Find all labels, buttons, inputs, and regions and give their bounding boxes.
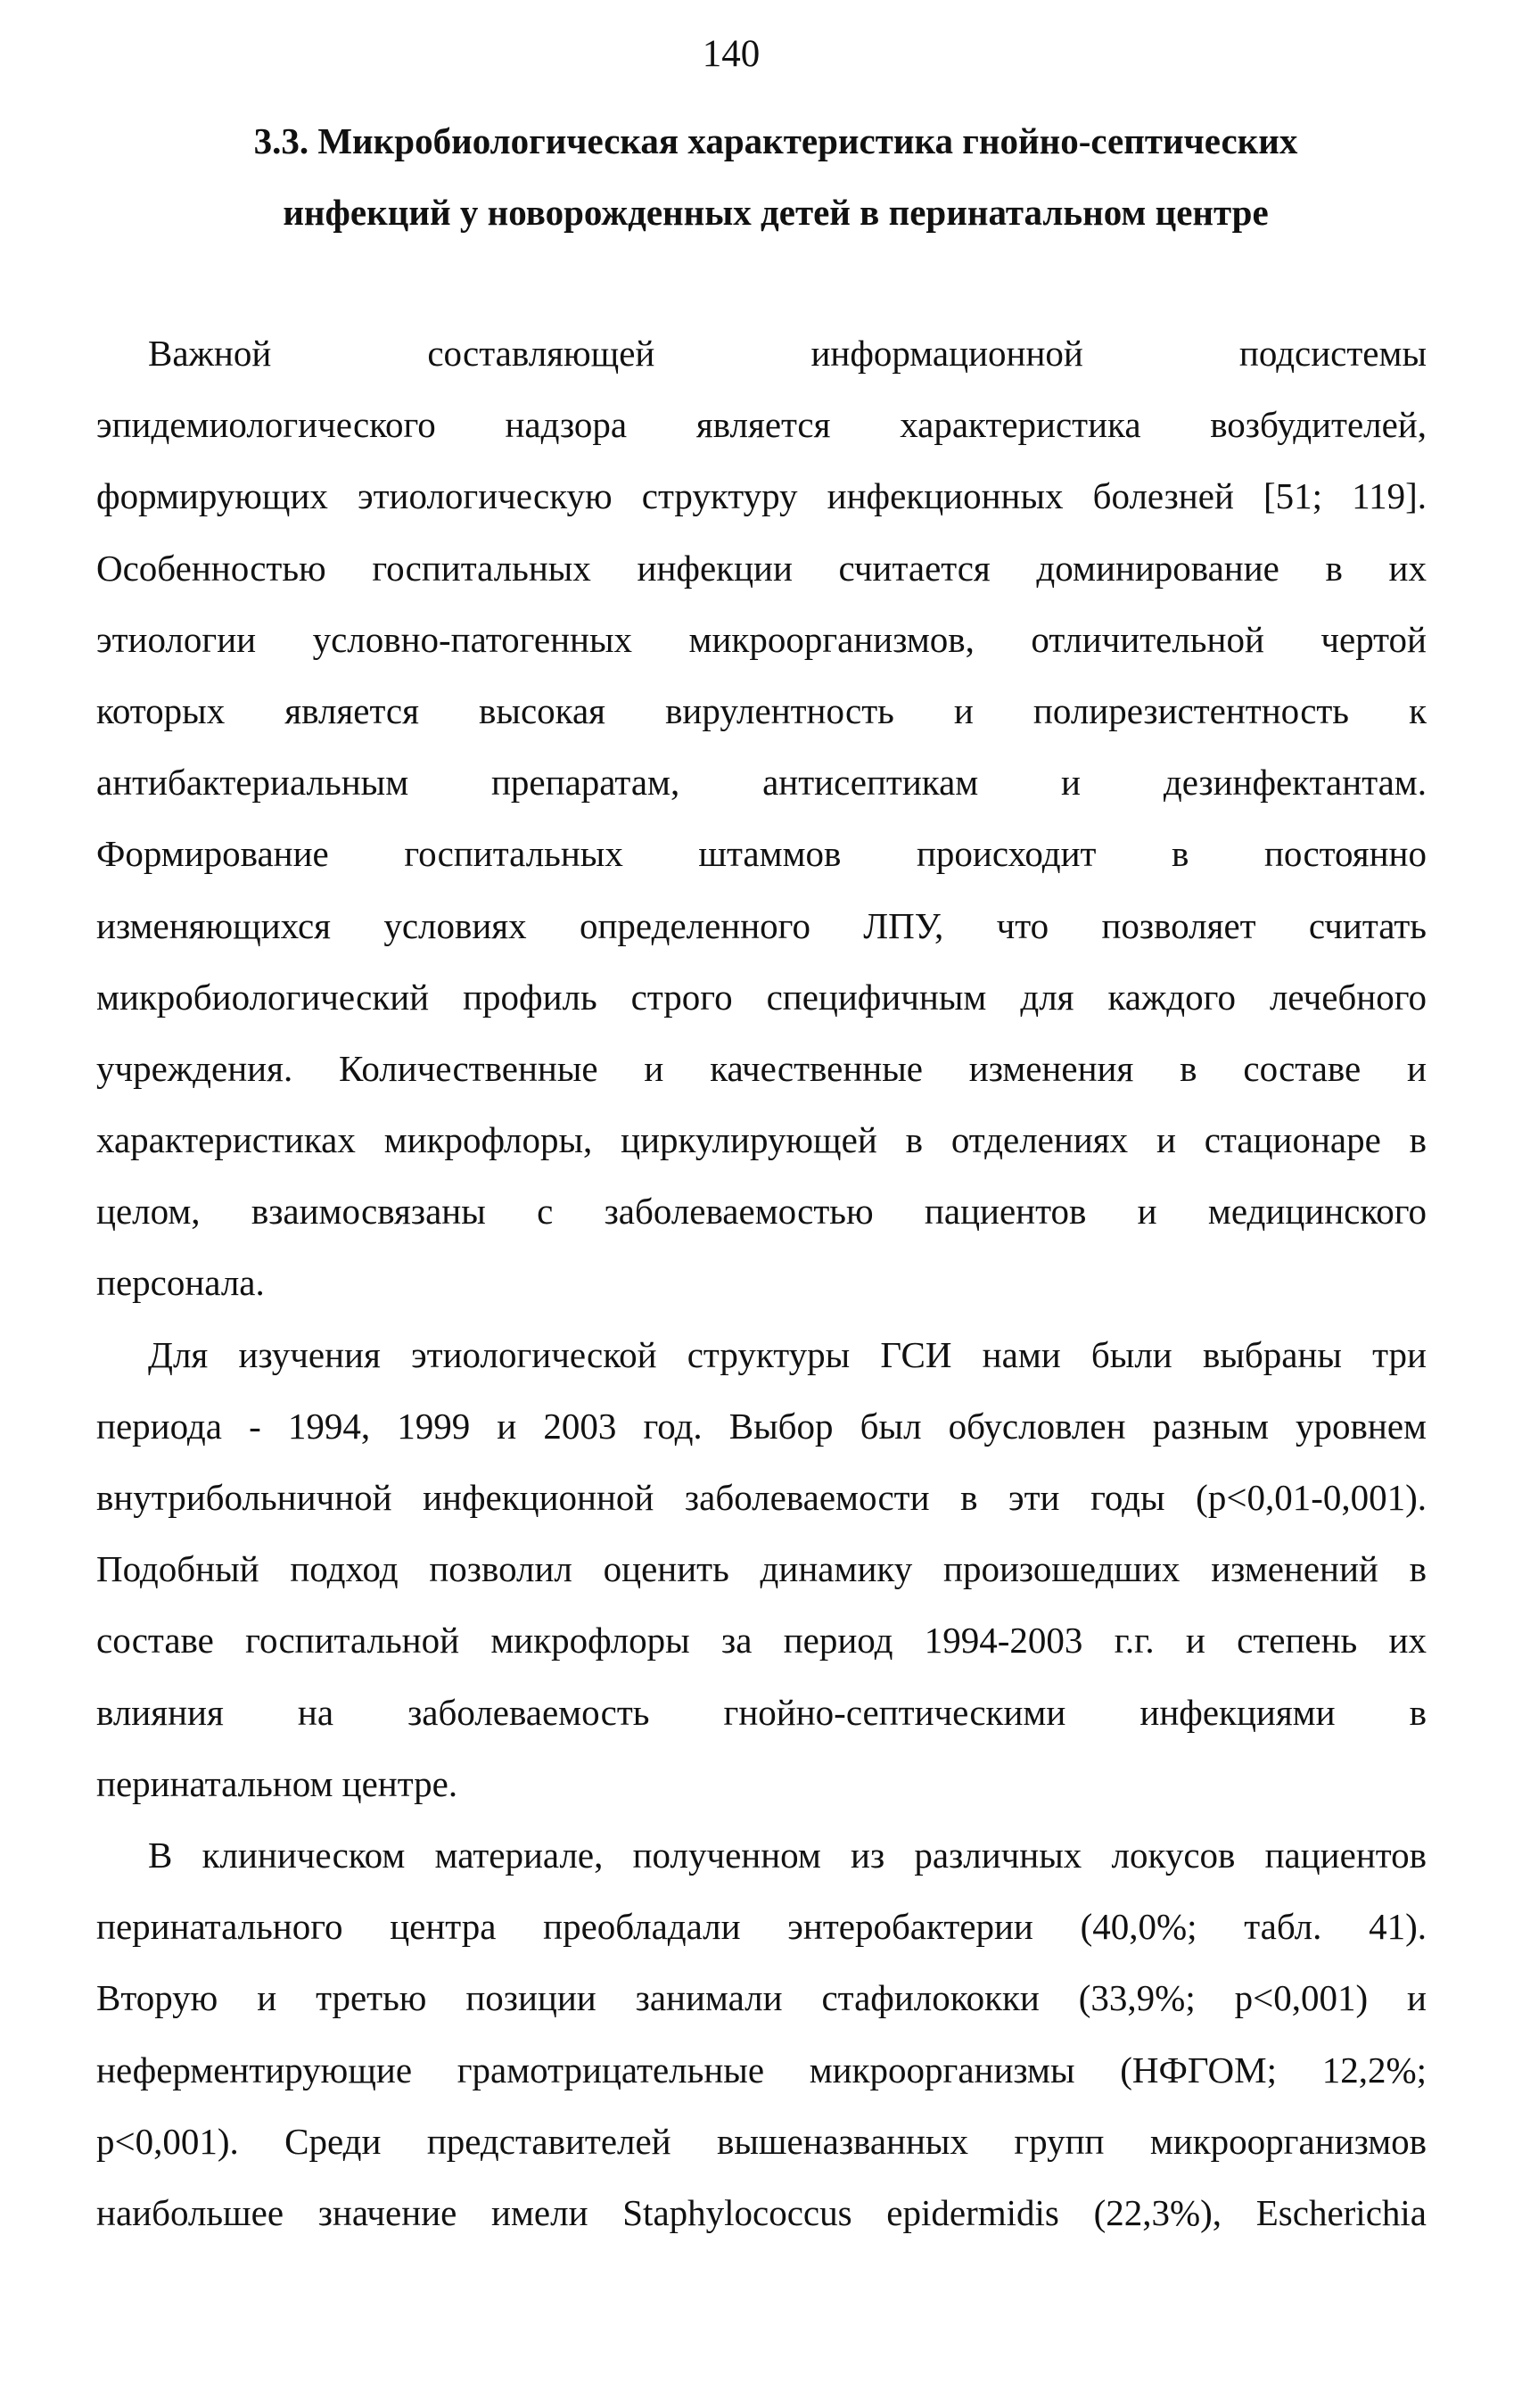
paragraph-line: микробиологический профиль строго специфичным для каждого лечебного [96,976,1427,1018]
paragraph-line: целом, взаимосвязаны с заболеваемостью пациентов и медицинского [96,1191,1427,1233]
paragraph-line: Особенностью госпитальных инфекции считается доминирование в их [96,547,1427,589]
paragraph-line: формирующих этиологическую структуру инфекционных болезней [51; 119]. [96,475,1427,517]
paragraph-line: Вторую и третью позиции занимали стафилококки (33,9%; р<0,001) и [96,1977,1427,2019]
paragraph-line: учреждения. Количественные и качественные изменения в составе и [96,1047,1427,1089]
section-heading-line-2: инфекций у новорожденных детей в перинатальном центре [283,192,1269,233]
paragraph-line: которых является высокая вирулентность и полирезистентность к [96,689,1427,731]
paragraph-line: перинатальном центре. [96,1762,458,1804]
paragraph-3 [96,1819,1427,2248]
page-number: 140 [702,33,761,75]
paragraph-line: персонала. [96,1262,265,1304]
paragraph-line: перинатального центра преобладали энтеробактерии (40,0%; табл. 41). [96,1906,1427,1948]
paragraph-line: неферментирующие грамотрицательные микроорганизмы (НФГОМ; 12,2%; [96,2049,1427,2091]
body-text [96,317,1427,2248]
paragraph-line: изменяющихся условиях определенного ЛПУ, что позволяет считать [96,904,1427,946]
paragraph-line: характеристиках микрофлоры, циркулирующей в отделениях и стационаре в [96,1119,1427,1161]
paragraph-line: этиологии условно-патогенных микроорганизмов, отличительной чертой [96,618,1427,660]
paragraph-line: влияния на заболеваемость гнойно-септическими инфекциями в [96,1691,1427,1733]
paragraph-line: В клиническом материале, полученном из различных локусов пациентов [148,1834,1427,1876]
paragraph-line: Для изучения этиологической структуры ГСИ нами были выбраны три [148,1333,1427,1375]
paragraph-line: антибактериальным препаратам, антисептикам и дезинфектантам. [96,762,1427,804]
paragraph-line: Формирование госпитальных штаммов происходит в постоянно [96,833,1427,875]
paragraph-line: наибольшее значение имели Staphylococcus epidermidis (22,3%), Escherichia [96,2191,1427,2233]
paragraph-line: эпидемиологического надзора является характеристика возбудителей, [96,404,1427,446]
paragraph-line: периода - 1994, 1999 и 2003 год. Выбор был обусловлен разным уровнем [96,1405,1427,1447]
section-heading [89,105,1462,248]
paragraph-line: Важной составляющей информационной подсистемы [148,333,1427,374]
paragraph-line: р<0,001). Среди представителей вышеназванных групп микроорганизмов [96,2120,1427,2162]
section-heading-line-1: 3.3. Микробиологическая характеристика гнойно-септических [253,120,1298,161]
paragraph-line: внутрибольничной инфекционной заболеваемости в эти годы (р<0,01-0,001). [96,1477,1427,1518]
paragraph-2 [96,1319,1427,1819]
paragraph-line: составе госпитальной микрофлоры за период 1994-2003 г.г. и степень их [96,1620,1427,1662]
paragraph-1 [96,317,1427,1319]
paragraph-line: Подобный подход позволил оценить динамику произошедших изменений в [96,1548,1427,1590]
